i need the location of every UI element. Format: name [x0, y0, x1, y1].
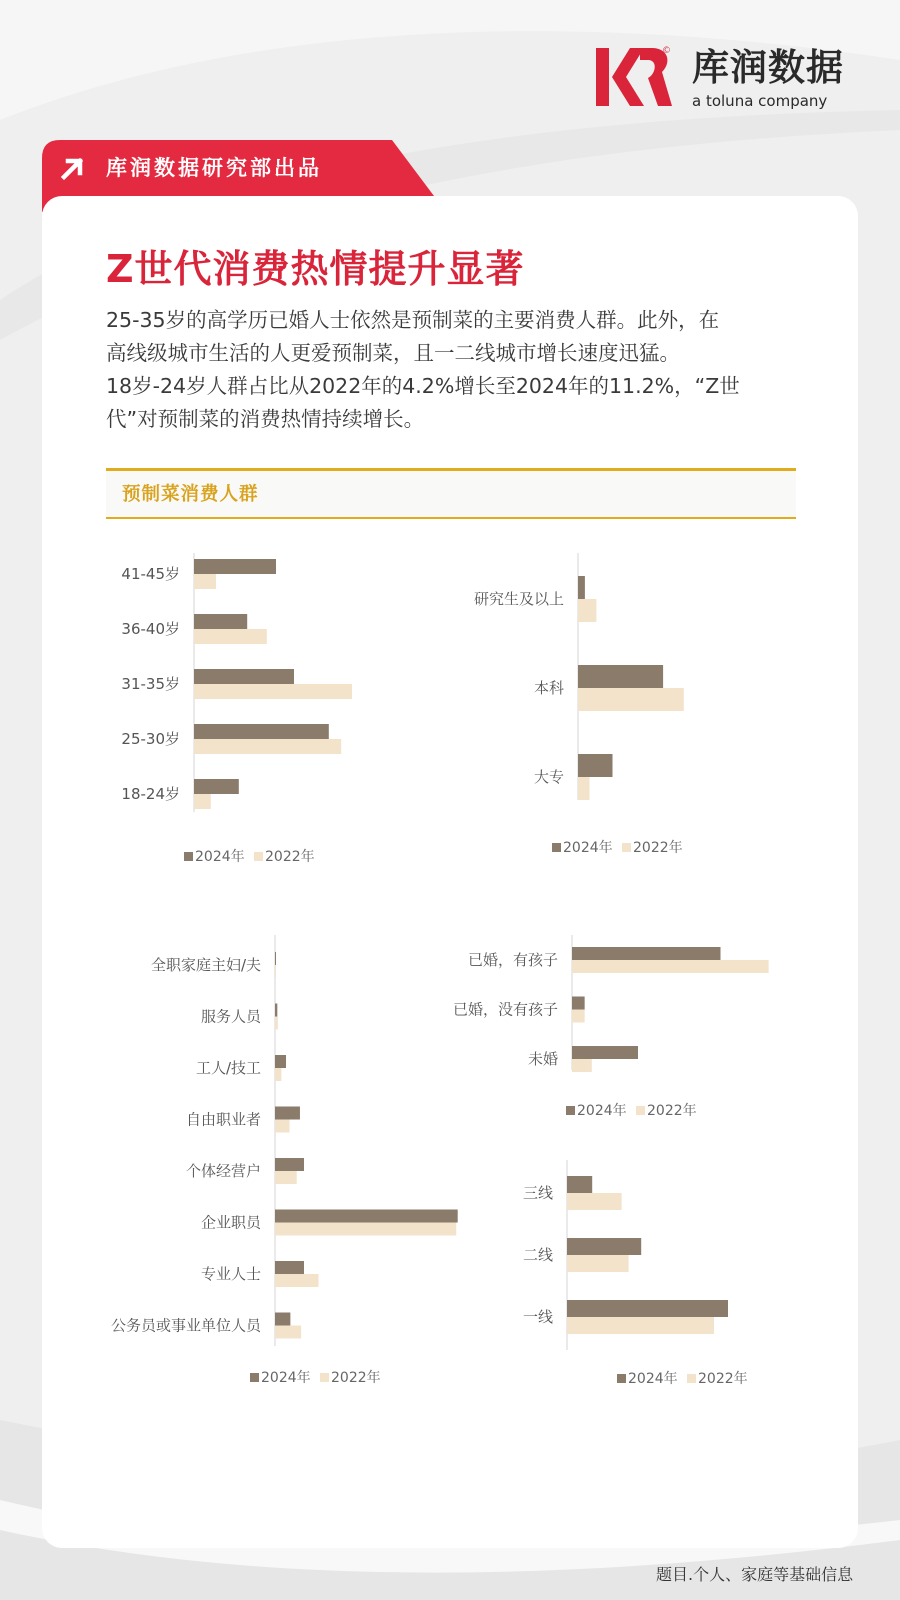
banner-label: 库润数据研究部出品 — [106, 156, 322, 180]
bar-2022 — [194, 739, 341, 754]
registered-mark: © — [662, 46, 671, 56]
bar-2024 — [275, 1210, 458, 1223]
legend-swatch-2022 — [320, 1373, 329, 1382]
legend-label-2022: 2022年 — [633, 840, 683, 856]
category-label: 本科 — [533, 679, 564, 697]
section-title: 预制菜消费人群 — [122, 484, 259, 505]
bar-2022 — [572, 1059, 592, 1072]
bar-2022 — [567, 1255, 629, 1272]
intro-line: 25-35岁的高学历已婚人士依然是预制菜的主要消费人群。此外，在 — [106, 308, 720, 332]
category-label: 工人/技工 — [195, 1059, 261, 1077]
bar-2024 — [578, 576, 585, 599]
bar-2022 — [578, 599, 596, 622]
category-label: 一线 — [522, 1308, 553, 1326]
category-label: 自由职业者 — [185, 1110, 261, 1129]
legend-swatch-2022 — [622, 843, 631, 852]
category-label: 个体经营户 — [185, 1162, 261, 1180]
category-label: 专业人士 — [200, 1265, 261, 1283]
footnote: 题目.个人、家庭等基础信息 — [656, 1565, 854, 1584]
bar-2022 — [194, 629, 267, 644]
bar-2024 — [275, 1261, 304, 1274]
bar-2022 — [194, 574, 216, 589]
bar-2024 — [567, 1300, 728, 1317]
bar-2024 — [572, 947, 721, 960]
legend-label-2022: 2022年 — [698, 1371, 748, 1387]
bar-2022 — [275, 1223, 456, 1236]
bar-2022 — [194, 794, 211, 809]
legend-swatch-2024 — [250, 1373, 259, 1382]
brand-tagline: a toluna company — [692, 92, 828, 110]
legend-swatch-2024 — [566, 1106, 575, 1115]
legend-label-2024: 2024年 — [577, 1103, 627, 1119]
bar-2024 — [275, 1313, 290, 1326]
legend-label-2024: 2024年 — [628, 1371, 678, 1387]
intro-line: 代”对预制菜的消费热情持续增长。 — [106, 407, 425, 431]
bar-2024 — [194, 724, 329, 739]
category-label: 全职家庭主妇/夫 — [150, 956, 261, 974]
intro-line: 高线级城市生活的人更爱预制菜，且一二线城市增长速度迅猛。 — [106, 341, 680, 365]
legend-label-2022: 2022年 — [647, 1103, 697, 1119]
category-label: 41-45岁 — [121, 565, 180, 583]
bar-2024 — [275, 1158, 304, 1171]
bar-2024 — [572, 997, 585, 1010]
bar-2022 — [275, 1274, 319, 1287]
category-label: 未婚 — [527, 1050, 558, 1068]
bar-2024 — [275, 1055, 286, 1068]
bar-2024 — [194, 779, 239, 794]
bar-2022 — [275, 965, 276, 978]
category-label: 公务员或事业单位人员 — [110, 1316, 261, 1335]
bar-2024 — [194, 614, 247, 629]
bar-2022 — [275, 1068, 281, 1081]
legend-swatch-2022 — [636, 1106, 645, 1115]
category-label: 企业职员 — [200, 1213, 261, 1232]
legend-swatch-2024 — [617, 1374, 626, 1383]
bar-2022 — [572, 960, 769, 973]
bar-2024 — [567, 1238, 641, 1255]
bar-2022 — [578, 777, 590, 800]
category-label: 二线 — [522, 1246, 553, 1264]
bar-2022 — [567, 1317, 714, 1334]
legend-label-2024: 2024年 — [563, 840, 613, 856]
bar-2024 — [275, 952, 276, 965]
bar-2022 — [275, 1171, 297, 1184]
legend-label-2024: 2024年 — [195, 849, 245, 865]
legend-label-2024: 2024年 — [261, 1370, 311, 1386]
category-label: 36-40岁 — [121, 620, 180, 638]
bar-2022 — [275, 1120, 290, 1133]
legend-swatch-2024 — [552, 843, 561, 852]
bar-2022 — [275, 1017, 278, 1030]
category-label: 已婚，没有孩子 — [452, 1000, 558, 1019]
category-label: 研究生及以上 — [473, 590, 564, 608]
bar-2024 — [275, 1107, 300, 1120]
intro-line: 18岁-24岁人群占比从2022年的4.2%增长至2024年的11.2%，“Z世 — [106, 374, 740, 398]
bar-2024 — [578, 665, 663, 688]
bar-2024 — [572, 1046, 638, 1059]
brand-name: 库润数据 — [692, 46, 844, 89]
category-label: 大专 — [533, 768, 564, 786]
legend-label-2022: 2022年 — [265, 849, 315, 865]
bar-2022 — [572, 1010, 585, 1023]
category-label: 服务人员 — [200, 1007, 261, 1026]
category-label: 三线 — [522, 1184, 553, 1202]
category-label: 18-24岁 — [121, 785, 180, 803]
bar-2022 — [578, 688, 684, 711]
category-label: 已婚，有孩子 — [467, 951, 558, 969]
legend-swatch-2022 — [254, 852, 263, 861]
bar-2024 — [275, 1004, 277, 1017]
category-label: 25-30岁 — [121, 730, 180, 748]
page-title: Z世代消费热情提升显著 — [106, 247, 525, 291]
legend-label-2022: 2022年 — [331, 1370, 381, 1386]
category-label: 31-35岁 — [121, 675, 180, 693]
legend-swatch-2022 — [687, 1374, 696, 1383]
bar-2024 — [194, 559, 276, 574]
bar-2024 — [194, 669, 294, 684]
bar-2022 — [194, 684, 352, 699]
bar-2024 — [578, 754, 613, 777]
bar-2024 — [567, 1176, 592, 1193]
bar-2022 — [567, 1193, 622, 1210]
legend-swatch-2024 — [184, 852, 193, 861]
bar-2022 — [275, 1326, 301, 1339]
